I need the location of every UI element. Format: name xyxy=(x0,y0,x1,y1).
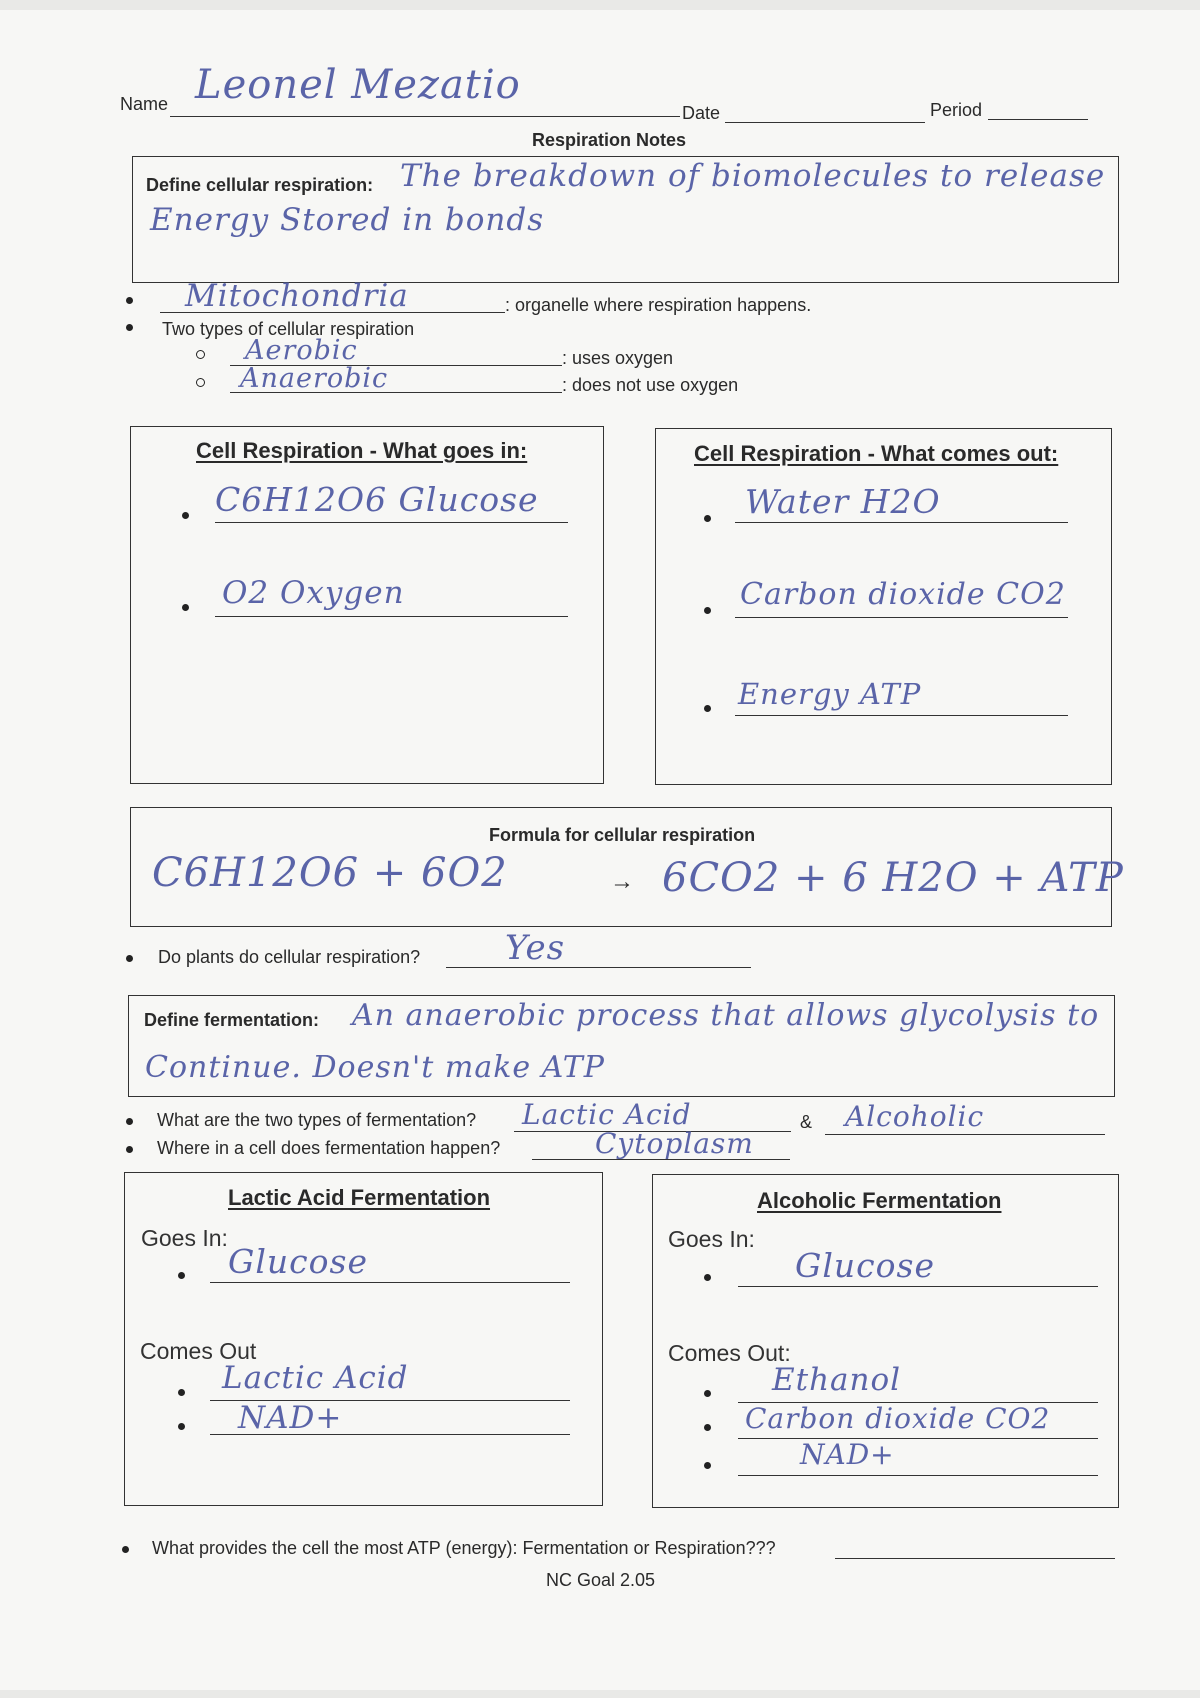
lactic-comes-out-item-1: Lactic Acid xyxy=(222,1360,409,1396)
goes-in-line-2 xyxy=(215,616,568,617)
formula-right: 6CO2 + 6 H2O + ATP xyxy=(662,855,1124,901)
types-label: Two types of cellular respiration xyxy=(162,319,415,339)
final-question: What provides the cell the most ATP (energy): Fermentation or Respiration??? xyxy=(152,1538,776,1558)
define-fermentation-label: Define fermentation: xyxy=(144,1010,320,1030)
ferm-types-question: What are the two types of fermentation? xyxy=(157,1110,477,1130)
comes-out-item-3: Energy ATP xyxy=(738,677,922,711)
formula-left: C6H12O6 + 6O2 xyxy=(152,850,508,896)
aerobic-answer: Aerobic xyxy=(245,335,358,366)
name-line xyxy=(170,116,680,117)
define-respiration-answer-1: The breakdown of biomolecules to release xyxy=(400,158,1106,194)
lactic-goes-in-label: Goes In: xyxy=(141,1225,228,1251)
lactic-comes-out-item-2: NAD+ xyxy=(238,1400,343,1436)
organelle-answer: Mitochondria xyxy=(185,278,409,314)
name-label: Name xyxy=(120,94,169,114)
footer: NC Goal 2.05 xyxy=(546,1570,656,1590)
plants-question: Do plants do cellular respiration? xyxy=(158,947,421,967)
comes-out-item-1: Water H2O xyxy=(745,482,941,521)
bullet xyxy=(178,1389,185,1396)
alcoholic-comes-out-line-3 xyxy=(738,1475,1098,1476)
anaerobic-text: : does not use oxygen xyxy=(562,375,739,395)
define-respiration-label: Define cellular respiration: xyxy=(146,175,374,195)
alcoholic-goes-in-item: Glucose xyxy=(795,1246,935,1285)
define-fermentation-answer-1: An anaerobic process that allows glycolysis to xyxy=(352,998,1100,1033)
comes-out-line-3 xyxy=(735,715,1068,716)
period-line xyxy=(988,119,1088,120)
ferm-types-line-2 xyxy=(825,1134,1105,1135)
bullet xyxy=(704,705,711,712)
ferm-where-answer: Cytoplasm xyxy=(595,1127,754,1160)
formula-arrow: → xyxy=(610,868,634,895)
bullet xyxy=(704,1462,711,1469)
define-fermentation-answer-2: Continue. Doesn't make ATP xyxy=(145,1050,605,1085)
comes-out-line-2 xyxy=(735,617,1068,618)
define-respiration-answer-2: Energy Stored in bonds xyxy=(150,202,545,238)
plants-line xyxy=(446,967,751,968)
bullet xyxy=(704,607,711,614)
period-label: Period xyxy=(930,100,983,120)
sub-bullet xyxy=(196,350,205,359)
bullet xyxy=(182,604,189,611)
goes-in-item-2: O2 Oxygen xyxy=(222,575,405,611)
organelle-text: : organelle where respiration happens. xyxy=(505,295,812,315)
bullet xyxy=(704,1274,711,1281)
bullet xyxy=(126,955,133,962)
ferm-types-answer-2: Alcoholic xyxy=(845,1100,985,1133)
ferm-types-answer-1: Lactic Acid xyxy=(522,1098,692,1131)
alcoholic-goes-in-label: Goes In: xyxy=(668,1226,755,1252)
alcoholic-title: Alcoholic Fermentation xyxy=(757,1188,1002,1213)
bullet xyxy=(126,1146,133,1153)
bullet xyxy=(126,324,133,331)
goes-in-item-1: C6H12O6 Glucose xyxy=(215,480,539,519)
plants-answer: Yes xyxy=(505,928,566,968)
comes-out-line-1 xyxy=(735,522,1068,523)
bullet xyxy=(126,297,133,304)
bullet xyxy=(122,1546,129,1553)
bullet xyxy=(704,1424,711,1431)
alcoholic-comes-out-label: Comes Out: xyxy=(668,1340,791,1366)
page-title: Respiration Notes xyxy=(532,130,687,150)
ferm-types-amp: & xyxy=(800,1112,813,1132)
name-value: Leonel Mezatio xyxy=(195,62,521,108)
alcoholic-comes-out-line-2 xyxy=(738,1438,1098,1439)
alcoholic-goes-in-line xyxy=(738,1286,1098,1287)
lactic-comes-out-label: Comes Out xyxy=(140,1338,257,1364)
bullet xyxy=(178,1423,185,1430)
sub-bullet xyxy=(196,378,205,387)
bullet xyxy=(704,515,711,522)
comes-out-item-2: Carbon dioxide CO2 xyxy=(740,577,1066,612)
goes-in-title: Cell Respiration - What goes in: xyxy=(196,438,528,463)
bullet xyxy=(126,1118,133,1125)
aerobic-text: : uses oxygen xyxy=(562,348,674,368)
bullet xyxy=(704,1390,711,1397)
bullet xyxy=(178,1272,185,1279)
anaerobic-answer: Anaerobic xyxy=(240,363,389,394)
lactic-title: Lactic Acid Fermentation xyxy=(228,1185,491,1210)
ferm-where-question: Where in a cell does fermentation happen? xyxy=(157,1138,501,1158)
alcoholic-comes-out-item-2: Carbon dioxide CO2 xyxy=(745,1402,1051,1435)
formula-title: Formula for cellular respiration xyxy=(489,825,756,845)
alcoholic-comes-out-item-3: NAD+ xyxy=(800,1438,895,1471)
date-label: Date xyxy=(682,103,721,123)
final-answer-line xyxy=(835,1558,1115,1559)
date-line xyxy=(725,122,925,123)
bullet xyxy=(182,512,189,519)
goes-in-line-1 xyxy=(215,522,568,523)
comes-out-title: Cell Respiration - What comes out: xyxy=(694,441,1059,466)
lactic-goes-in-item: Glucose xyxy=(228,1242,368,1281)
lactic-goes-in-line xyxy=(210,1282,570,1283)
alcoholic-comes-out-item-1: Ethanol xyxy=(772,1362,902,1398)
worksheet-page xyxy=(0,10,1200,1690)
